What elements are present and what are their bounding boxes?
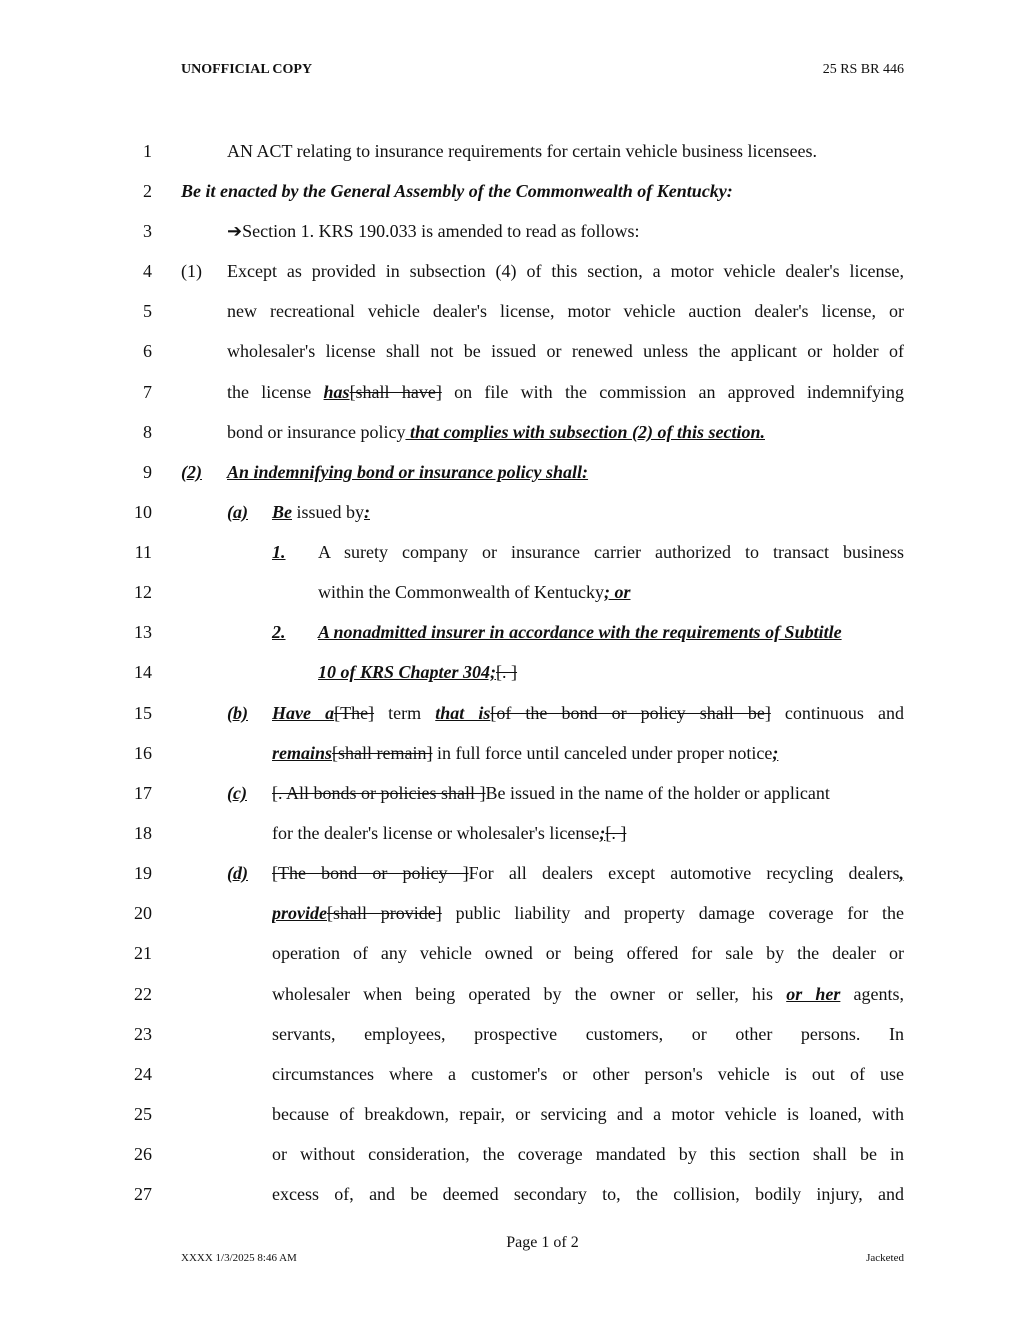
line-number: 1 <box>143 141 152 161</box>
deleted-text: [of the bond or policy shall be] <box>490 703 771 723</box>
body-text <box>227 380 904 404</box>
line-number: 9 <box>143 462 152 482</box>
body-text <box>318 660 904 684</box>
document-line <box>0 500 1024 540</box>
paragraph-label: (c) <box>227 783 247 803</box>
body-text <box>272 901 904 925</box>
document-line <box>0 259 1024 299</box>
line-number: 15 <box>134 703 152 723</box>
subparagraph-label: 2. <box>272 622 286 642</box>
section-heading <box>227 219 904 243</box>
body-text: circumstances where a customer's or other person's vehicle is out of use <box>272 1064 904 1084</box>
text-run: agents, <box>853 984 904 1004</box>
document-line <box>0 420 1024 460</box>
body-text <box>272 741 904 765</box>
document-line <box>0 1142 1024 1182</box>
line-number: 26 <box>134 1144 152 1164</box>
text-run: for the dealer's license or wholesaler's license <box>272 823 600 843</box>
document-line <box>0 299 1024 339</box>
text-run: within the Commonwealth of Kentucky <box>318 582 604 602</box>
document-line <box>0 901 1024 941</box>
document-line <box>0 1102 1024 1142</box>
text-run: Be issued in the name of the holder or applicant <box>485 783 830 803</box>
text-run: wholesaler when being operated by the owner or seller, his <box>272 984 774 1004</box>
inserted-text: Be <box>272 502 292 522</box>
line-number: 8 <box>143 422 152 442</box>
inserted-text: ; <box>599 823 606 843</box>
document-line <box>0 339 1024 379</box>
text-run: on file with the commission an approved indemnifying <box>454 382 904 402</box>
inserted-text: : <box>364 502 370 522</box>
document-line <box>0 1062 1024 1102</box>
body-text <box>272 500 904 524</box>
body-text <box>272 982 904 1006</box>
body-text: new recreational vehicle dealer's license, motor vehicle auction dealer's license, or <box>227 301 904 321</box>
body-text <box>272 781 904 805</box>
subparagraph-label: 1. <box>272 542 286 562</box>
document-line <box>0 460 1024 500</box>
line-number: 23 <box>134 1024 152 1044</box>
inserted-text: remains <box>272 743 333 763</box>
line-number: 13 <box>134 622 152 642</box>
line-number: 22 <box>134 984 152 1004</box>
enacting-clause: Be it enacted by the General Assembly of the Commonwealth of Kentucky: <box>181 181 733 201</box>
paragraph-label: (b) <box>227 703 248 723</box>
document-line <box>0 620 1024 660</box>
body-text: because of breakdown, repair, or servicing and a motor vehicle is loaned, with <box>272 1104 904 1124</box>
inserted-text: ; <box>772 743 779 763</box>
text-run: issued by <box>292 502 364 522</box>
inserted-text: Have a <box>272 703 335 723</box>
inserted-text: provide <box>272 903 327 923</box>
line-number: 2 <box>143 181 152 201</box>
document-line <box>0 660 1024 700</box>
document-line <box>0 781 1024 821</box>
line-number: 20 <box>134 903 152 923</box>
text-run: bond or insurance policy <box>227 422 406 442</box>
deleted-text: [shall have] <box>349 382 442 402</box>
paragraph-label: (a) <box>227 502 248 522</box>
page-number: Page 1 of 2 <box>506 1234 579 1251</box>
body-text <box>318 580 904 604</box>
deleted-text: [shall remain] <box>332 743 433 763</box>
body-text: wholesaler's license shall not be issued or renewed unless the applicant or holder of <box>227 341 904 361</box>
line-number: 7 <box>143 382 152 402</box>
line-number: 5 <box>143 301 152 321</box>
document-line <box>0 540 1024 580</box>
deleted-text: [. All bonds or policies shall ] <box>272 783 486 803</box>
deleted-text: [shall provide] <box>326 903 442 923</box>
body-text: excess of, and be deemed secondary to, the collision, bodily injury, and <box>272 1184 904 1204</box>
document-line <box>0 1022 1024 1062</box>
document-line <box>0 741 1024 781</box>
deleted-text: [. ] <box>496 662 518 682</box>
act-title: AN ACT relating to insurance requirements for certain vehicle business licensees. <box>227 141 817 161</box>
section-heading-text: Section 1. KRS 190.033 is amended to read as follows: <box>242 221 640 241</box>
deleted-text: [The] <box>334 703 375 723</box>
line-number: 27 <box>134 1184 152 1204</box>
document-line <box>0 139 1024 179</box>
line-number: 16 <box>134 743 152 763</box>
inserted-text: that is <box>435 703 491 723</box>
line-number: 4 <box>143 261 152 281</box>
line-number: 19 <box>134 863 152 883</box>
document-line <box>0 701 1024 741</box>
document-line <box>0 982 1024 1022</box>
text-run: public liability and property damage coverage for the <box>455 903 904 923</box>
line-number: 3 <box>143 221 152 241</box>
footer-status: Jacketed <box>866 1252 904 1264</box>
header-unofficial-copy: UNOFFICIAL COPY <box>181 62 313 77</box>
body-text: or without consideration, the coverage mandated by this section shall be in <box>272 1144 904 1164</box>
document-line <box>0 380 1024 420</box>
text-run: term <box>388 703 422 723</box>
line-number: 21 <box>134 943 152 963</box>
body-text: A surety company or insurance carrier authorized to transact business <box>318 542 904 562</box>
line-number: 18 <box>134 823 152 843</box>
body-text <box>272 861 904 885</box>
body-text: operation of any vehicle owned or being offered for sale by the dealer or <box>272 943 904 963</box>
document-line <box>0 580 1024 620</box>
inserted-text: has <box>323 382 350 402</box>
document-line <box>0 1182 1024 1222</box>
subsection-label: (1) <box>181 261 202 281</box>
body-text <box>272 701 904 725</box>
inserted-text: 10 of KRS Chapter 304; <box>318 662 497 682</box>
header-bill-request: 25 RS BR 446 <box>822 62 904 77</box>
line-number: 14 <box>134 662 152 682</box>
deleted-text: [The bond or policy ] <box>272 863 469 883</box>
body-text <box>272 821 904 845</box>
inserted-text: A nonadmitted insurer in accordance with the requirements of Subtitle <box>318 622 842 642</box>
body-text: Except as provided in subsection (4) of this section, a motor vehicle dealer's license, <box>227 261 904 281</box>
line-number: 11 <box>134 542 152 562</box>
line-number: 6 <box>143 341 152 361</box>
arrow-icon: ➔ <box>227 221 243 241</box>
line-number: 17 <box>134 783 152 803</box>
inserted-text: , <box>899 863 904 883</box>
deleted-text: [. ] <box>605 823 627 843</box>
body-text: servants, employees, prospective customers, or other persons. In <box>272 1024 904 1044</box>
text-run: in full force until canceled under proper notice <box>432 743 773 763</box>
document-line <box>0 941 1024 981</box>
inserted-text: that complies with subsection (2) of this section. <box>405 422 765 442</box>
line-number: 10 <box>134 502 152 522</box>
line-number: 12 <box>134 582 152 602</box>
inserted-text: ; or <box>603 582 631 602</box>
body-text <box>227 420 904 444</box>
inserted-text: or her <box>786 984 841 1004</box>
text-run: For all dealers except automotive recycling dealers <box>468 863 900 883</box>
document-line <box>0 179 1024 219</box>
line-number: 25 <box>134 1104 152 1124</box>
document-line <box>0 821 1024 861</box>
line-number: 24 <box>134 1064 152 1084</box>
text-run: the license <box>227 382 312 402</box>
subsection-label: (2) <box>181 462 202 482</box>
document-line <box>0 861 1024 901</box>
text-run: continuous and <box>784 703 904 723</box>
inserted-text: An indemnifying bond or insurance policy shall: <box>227 462 589 482</box>
document-line <box>0 219 1024 259</box>
paragraph-label: (d) <box>227 863 248 883</box>
footer-timestamp: XXXX 1/3/2025 8:46 AM <box>181 1252 297 1264</box>
